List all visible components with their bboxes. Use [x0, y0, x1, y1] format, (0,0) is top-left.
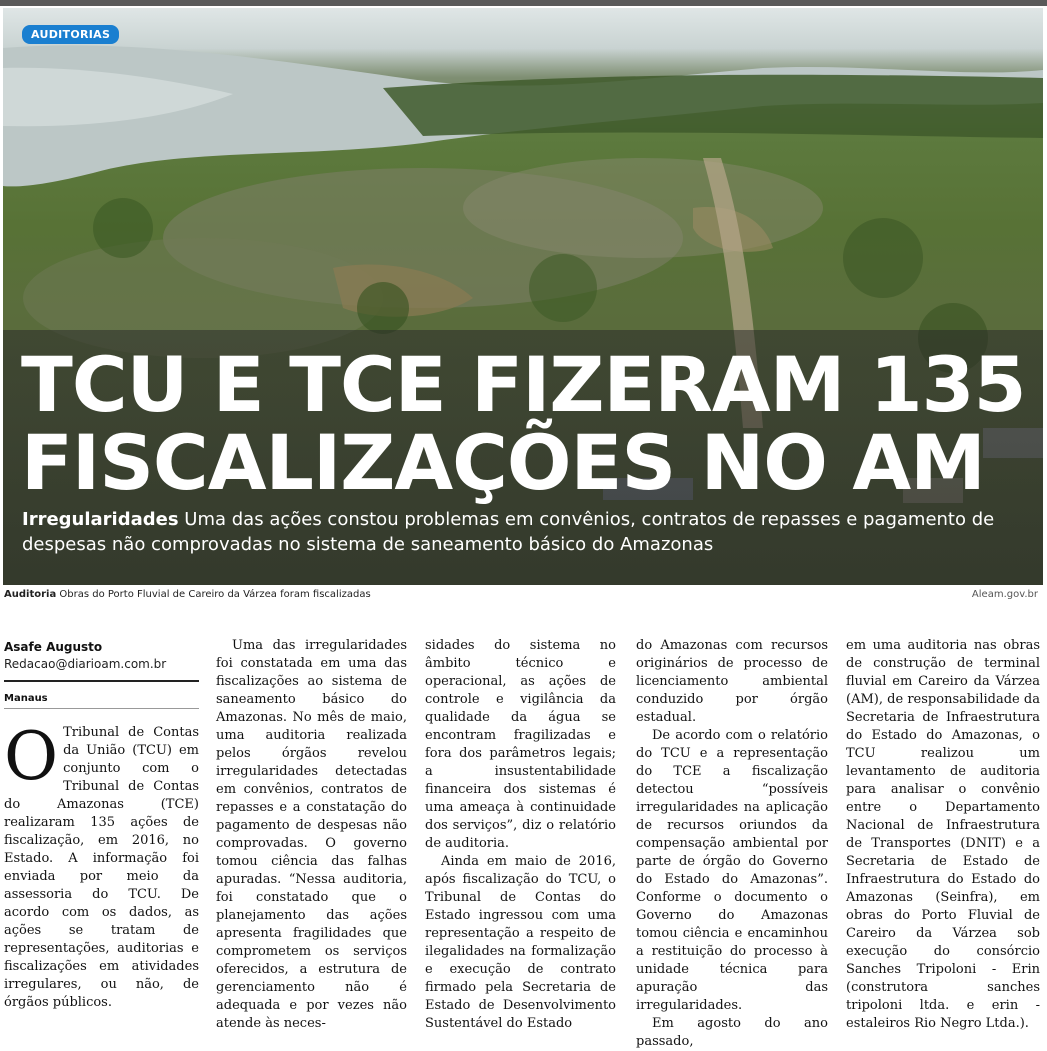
photo-caption	[4, 589, 371, 600]
author-email: Redacao@diarioam.com.br	[4, 657, 167, 671]
article-paragraph: De acordo com o relatório do TCU e a representação do TCE a fiscalização detectou “possíveis irregularidades na aplicação de recursos oriundos da compensação ambiental por parte de órgão do Governo do Estado do Amazonas”. Conforme o documento o Governo do Amazonas tomou ciência e encaminhou a restituição do processo à unidade técnica para apuração das irregularidades.	[636, 728, 828, 1013]
caption-text: Obras do Porto Fluvial de Careiro da Várzea foram fiscalizadas	[59, 589, 371, 600]
caption-label: Auditoria	[4, 589, 57, 600]
article-paragraph: Uma das irregularidades foi constatada em uma das fiscalizações ao sistema de saneamento básico do Amazonas. No mês de maio, uma auditoria realizada pelos órgãos revelou irregularidades detectadas em convênios, contratos de repasses e a constatação do pagamento de despesas não comprovadas. O governo tomou ciência das falhas apuradas. “Nessa auditoria, foi constatado que o planejamento das ações apresenta fragilidades que comprometem os serviços oferecidos, a estrutura de gerenciamento não é adequada e por vezes não atende às neces-	[216, 638, 407, 1031]
photo-credit: Aleam.gov.br	[971, 589, 1038, 600]
section-badge: AUDITORIAS	[22, 25, 119, 44]
headline	[21, 340, 1026, 507]
article-column-3	[425, 637, 616, 1033]
drop-cap: O	[4, 718, 59, 795]
article-column-2	[216, 637, 407, 1033]
headline-line1: TCU E TCE FIZERAM 135	[21, 340, 1026, 429]
article-paragraph: do Amazonas com recursos originários de processo de licenciamento ambiental conduzido por órgão estadual.	[636, 638, 828, 725]
hero-photo	[3, 8, 1043, 585]
author-name: Asafe Augusto	[4, 640, 103, 654]
article-paragraph: sidades do sistema no âmbito técnico e operacional, as ações de controle e vigilância da qualidade da água se encontram fragilizadas e fora dos parâmetros legais; a insustentabilidade financeira dos sistemas é uma ameaça à continuidade dos serviços”, diz o relatório de auditoria.	[425, 638, 616, 851]
subheadline	[22, 507, 1012, 557]
article-paragraph: em uma auditoria nas obras de construção de terminal fluvial em Careiro da Várzea (AM), de responsabilidade da Secretaria de Infraestrutura do Estado do Amazonas, o TCU realizou um levantamento de auditoria para analisar o convênio entre o Departamento Nacional de Infraestrutura de Transportes (DNIT) e a Secretaria de Estado de Infraestrutura do Estado do Amazonas (Seinfra), em obras do Porto Fluvial de Careiro da Várzea sob execução do consórcio Sanches Tripoloni - Erin (construtora sanches tripoloni ltda. e erin - estaleiros Rio Negro Ltda.).	[846, 638, 1040, 1031]
article-paragraph: Em agosto do ano passado,	[636, 1016, 828, 1049]
article-column-1	[4, 718, 199, 1012]
article-column-4	[636, 637, 828, 1051]
article-paragraph: Ainda em maio de 2016, após fiscalização do TCU, o Tribunal de Contas do Estado ingressou com uma representação a respeito de ilegalidades na formalização e execução de contrato firmado pela Secretaria de Estado de Desenvolvimento Sustentável do Estado	[425, 854, 616, 1031]
location-label: Manaus	[4, 693, 48, 704]
article-paragraph: O Tribunal de Contas da União (TCU) em conjunto com o Tribunal de Contas do Amazonas (TCE) realizaram 135 ações de fiscalização, em 2016, no Estado. A informação foi enviada por meio da assessoria do TCU. De acordo com os dados, as ações se tratam de representações, auditorias e fiscalizações em atividades irregulares, ou não, de órgãos públicos.	[4, 718, 199, 1010]
byline-divider	[4, 680, 199, 682]
headline-line2: FISCALIZAÇÕES NO AM	[21, 418, 985, 507]
subhead-kicker: Irregularidades	[22, 509, 179, 530]
location-divider	[4, 708, 199, 709]
subhead-text: Uma das ações constou problemas em convênios, contratos de repasses e pagamento de despesas não comprovadas no sistema de saneamento básico do Amazonas	[22, 509, 995, 555]
article-column-5	[846, 637, 1040, 1033]
top-rule	[0, 0, 1047, 6]
